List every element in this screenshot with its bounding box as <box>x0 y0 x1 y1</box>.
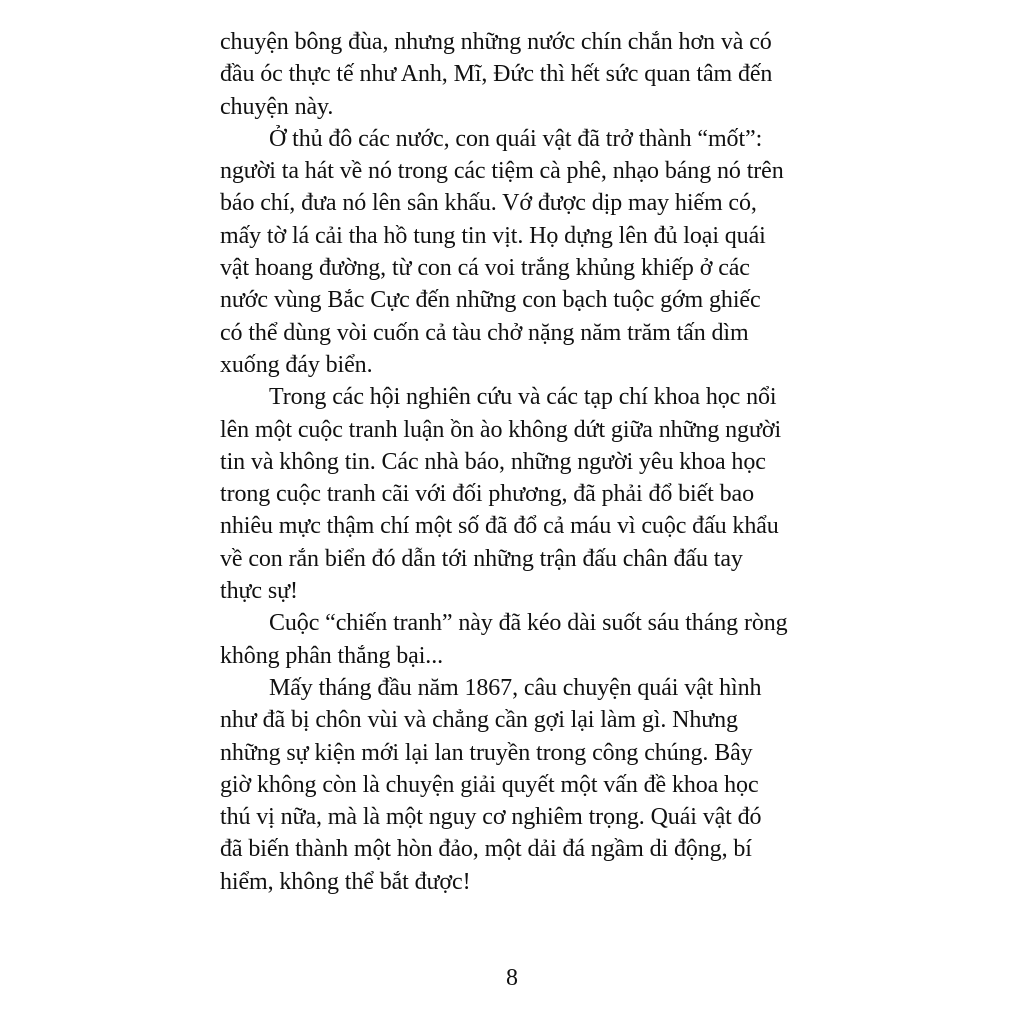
text-line: Ở thủ đô các nước, con quái vật đã trở thành “mốt”: <box>269 125 763 152</box>
text-line: tin và không tin. Các nhà báo, những người yêu khoa học <box>220 448 766 475</box>
text-line: giờ không còn là chuyện giải quyết một vấn đề khoa học <box>220 771 759 798</box>
text-line: Mấy tháng đầu năm 1867, câu chuyện quái vật hình <box>269 674 762 701</box>
text-line: chuyện bông đùa, nhưng những nước chín chắn hơn và có <box>220 29 772 55</box>
text-line: vật hoang đường, từ con cá voi trắng khủng khiếp ở các <box>220 255 750 282</box>
text-line: chuyện này. <box>220 93 334 120</box>
text-line: Cuộc “chiến tranh” này đã kéo dài suốt sáu tháng ròng <box>269 610 788 637</box>
text-line: không phân thắng bại... <box>220 642 443 669</box>
text-line: đã biến thành một hòn đảo, một dải đá ngầm di động, bí <box>220 836 752 863</box>
text-line: thú vị nữa, mà là một nguy cơ nghiêm trọng. Quái vật đó <box>220 804 762 831</box>
text-line: xuống đáy biển. <box>220 351 373 378</box>
paragraph-3 <box>220 381 800 607</box>
text-line: Trong các hội nghiên cứu và các tạp chí khoa học nổi <box>269 384 777 411</box>
text-line: báo chí, đưa nó lên sân khấu. Vớ được dịp may hiếm có, <box>220 190 757 217</box>
text-line: về con rắn biển đó dẫn tới những trận đấu chân đấu tay <box>220 545 743 572</box>
text-line: có thể dùng vòi cuốn cả tàu chở nặng năm trăm tấn dìm <box>220 319 749 346</box>
text-line: mấy tờ lá cải tha hồ tung tin vịt. Họ dựng lên đủ loại quái <box>220 222 766 249</box>
paragraph-2 <box>220 123 800 381</box>
text-line: đầu óc thực tế như Anh, Mĩ, Đức thì hết sức quan tâm đến <box>220 61 773 88</box>
page-number: 8 <box>506 965 518 991</box>
text-line: trong cuộc tranh cãi với đối phương, đã phải đổ biết bao <box>220 481 754 508</box>
text-line: thực sự! <box>220 578 298 605</box>
text-line: nhiêu mực thậm chí một số đã đổ cả máu vì cuộc đấu khẩu <box>220 513 779 540</box>
text-line: như đã bị chôn vùi và chẳng cần gợi lại làm gì. Nhưng <box>220 707 738 734</box>
text-line: người ta hát về nó trong các tiệm cà phê, nhạo báng nó trên <box>220 158 784 185</box>
paragraph-4 <box>220 607 800 672</box>
text-line: nước vùng Bắc Cực đến những con bạch tuộc gớm ghiếc <box>220 287 761 314</box>
text-line: hiểm, không thể bắt được! <box>220 868 471 895</box>
body-text <box>220 26 800 898</box>
paragraph-5 <box>220 672 800 898</box>
text-line: lên một cuộc tranh luận ồn ào không dứt giữa những người <box>220 416 782 443</box>
text-line: những sự kiện mới lại lan truyền trong công chúng. Bây <box>220 739 753 766</box>
paragraph-1 <box>220 26 800 123</box>
